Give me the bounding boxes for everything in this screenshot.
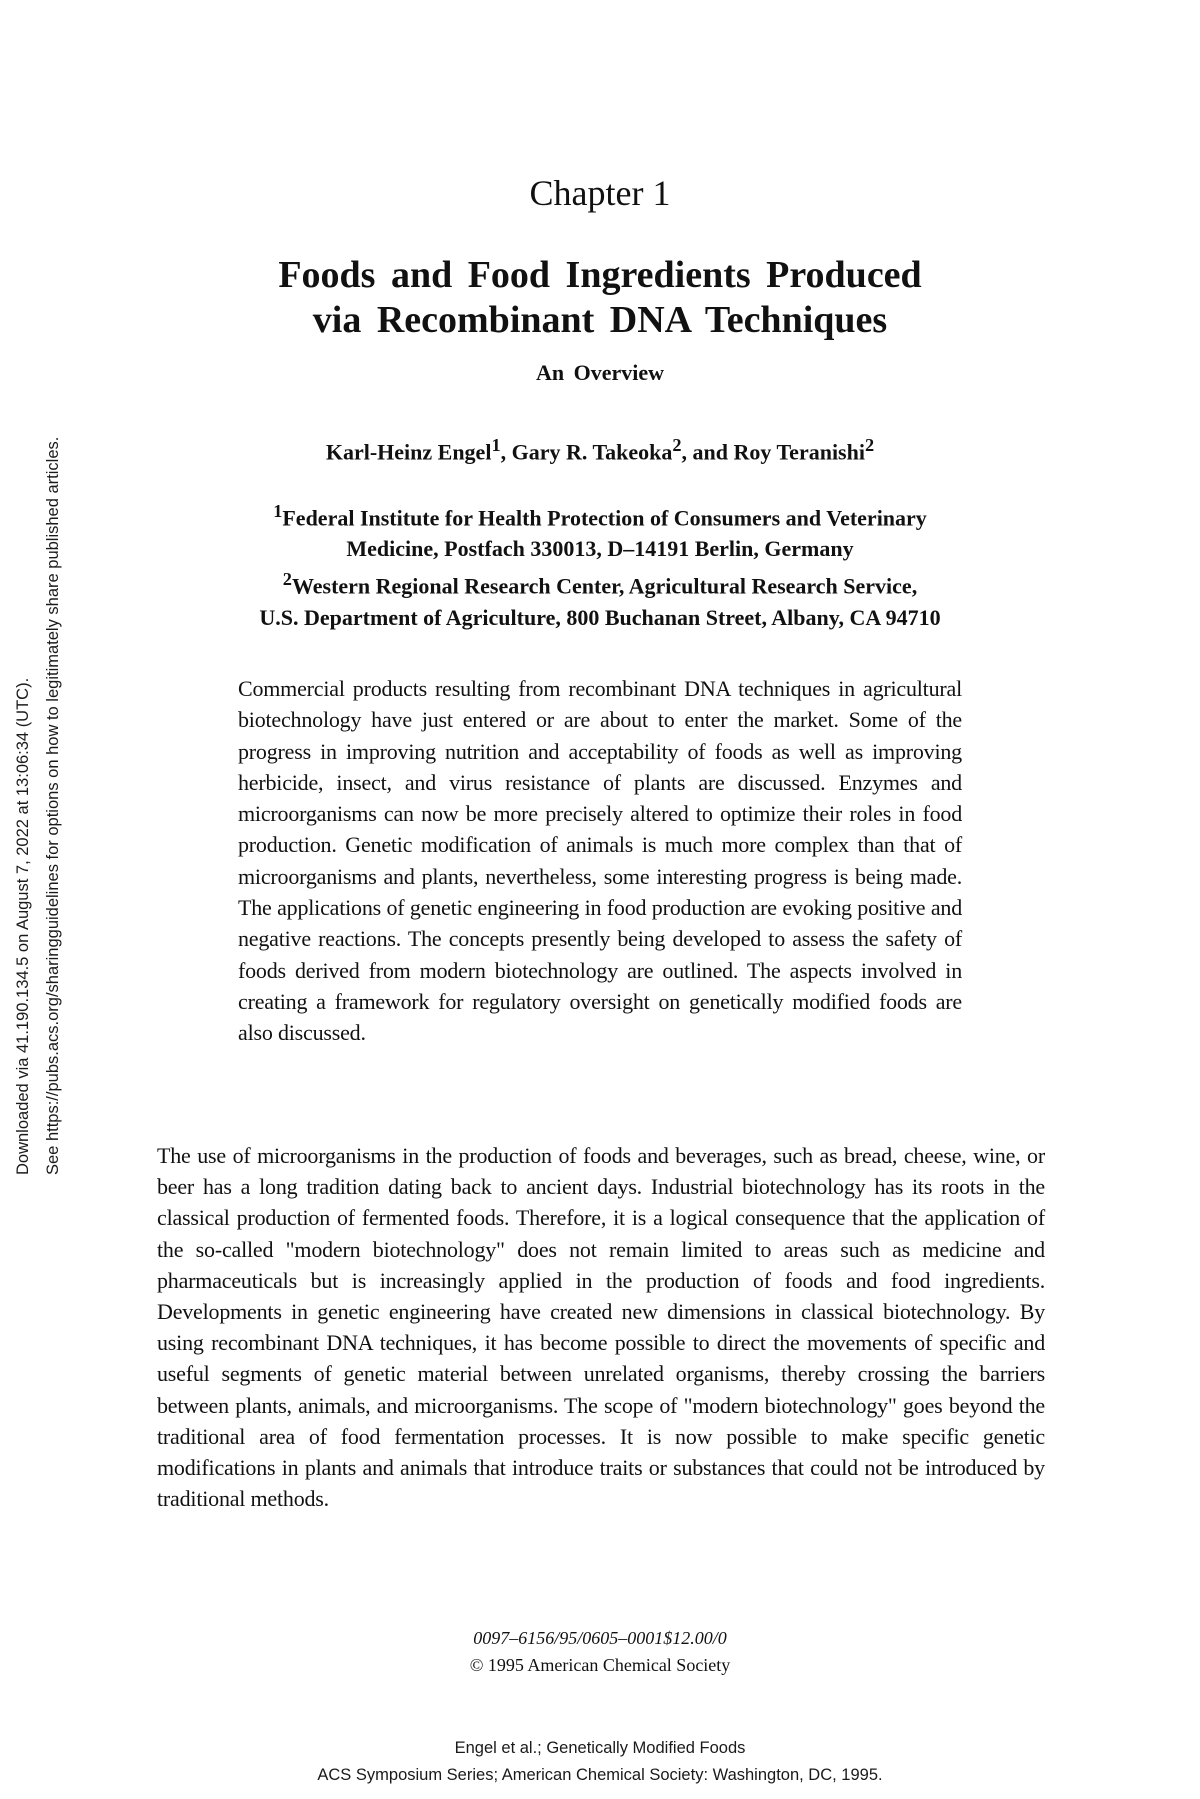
affiliation-2-line-1	[0, 564, 1200, 601]
affiliation-mark: 2	[282, 569, 292, 590]
chapter-label: Chapter 1	[529, 173, 671, 213]
author-name: Karl-Heinz Engel	[325, 439, 492, 465]
author-name: Roy Teranishi	[733, 439, 865, 465]
citation-footer	[0, 1735, 1200, 1789]
affiliation-text: Western Regional Research Center, Agricultural Research Service,	[291, 573, 918, 599]
title-line-2: via Recombinant DNA Techniques	[312, 299, 888, 341]
author-separator: , and	[681, 439, 734, 465]
affiliation-1-line-1	[0, 496, 1200, 533]
sharing-guidelines-line: See https://pubs.acs.org/sharingguidelines for options on how to legitimately share published articles.	[44, 436, 62, 1175]
citation-line-2: ACS Symposium Series; American Chemical Society: Washington, DC, 1995.	[317, 1766, 883, 1784]
affiliations	[0, 496, 1200, 633]
copyright-block	[0, 1625, 1200, 1679]
author-separator: ,	[500, 439, 512, 465]
author-affiliation-mark: 2	[864, 435, 875, 455]
body-paragraph: The use of microorganisms in the production of foods and beverages, such as bread, cheese, wine, or beer has a long tradition dating back to ancient days. Industrial biotechnology has its roots in the classical production of fermented foods. Therefore, it is a logical consequence that the application of the so-called "modern biotechnology" does not remain limited to areas such as medicine and pharmaceuticals but is increasingly applied in the production of foods and food ingredients. Developments in genetic engineering have created new dimensions in classical biotechnology. By using recombinant DNA techniques, it has become possible to direct the movements of specific and useful segments of genetic material between unrelated organisms, thereby crossing the barriers between plants, animals, and microorganisms. The scope of "modern biotechnology" goes beyond the traditional area of food fermentation processes. It is now possible to make specific genetic modifications in plants and animals that introduce traits or substances that could not be introduced by traditional methods.	[157, 1143, 1045, 1512]
chapter-subtitle: An Overview	[535, 360, 665, 385]
author-affiliation-mark: 1	[491, 435, 501, 455]
abstract: Commercial products resulting from recombinant DNA techniques in agricultural biotechnology have just entered or are about to enter the market. Some of the progress in improving nutrition and acceptability of foods as well as improving herbicide, insect, and virus resistance of plants are discussed. Enzymes and microorganisms can now be more precisely altered to optimize their roles in food production. Genetic modification of animals is much more complex than that of microorganisms and plants, nevertheless, some interesting progress is being made. The applications of genetic engineering in food production are evoking positive and negative reactions. The concepts presently being developed to assess the safety of foods derived from modern biotechnology are outlined. The aspects involved in creating a framework for regulatory oversight on genetically modified foods are also discussed.	[238, 676, 962, 1046]
affiliation-1-line-2: Medicine, Postfach 330013, D–14191 Berlin, Germany	[346, 536, 854, 562]
price-code: 0097–6156/95/0605–0001$12.00/0	[473, 1628, 727, 1648]
affiliation-text: Federal Institute for Health Protection of Consumers and Veterinary	[282, 505, 927, 531]
citation-line-1: Engel et al.; Genetically Modified Foods	[454, 1739, 746, 1757]
chapter-title	[0, 253, 1200, 343]
author-affiliation-mark: 2	[672, 435, 682, 455]
author-list	[0, 435, 1200, 465]
affiliation-mark: 1	[273, 501, 283, 521]
affiliation-2-line-2: U.S. Department of Agriculture, 800 Buchanan Street, Albany, CA 94710	[259, 604, 941, 630]
copyright-notice: © 1995 American Chemical Society	[469, 1655, 731, 1675]
author-name: Gary R. Takeoka	[511, 439, 673, 465]
download-info-line: Downloaded via 41.190.134.5 on August 7, 2022 at 13:06:34 (UTC).	[14, 677, 32, 1175]
title-line-1: Foods and Food Ingredients Produced	[278, 254, 922, 296]
